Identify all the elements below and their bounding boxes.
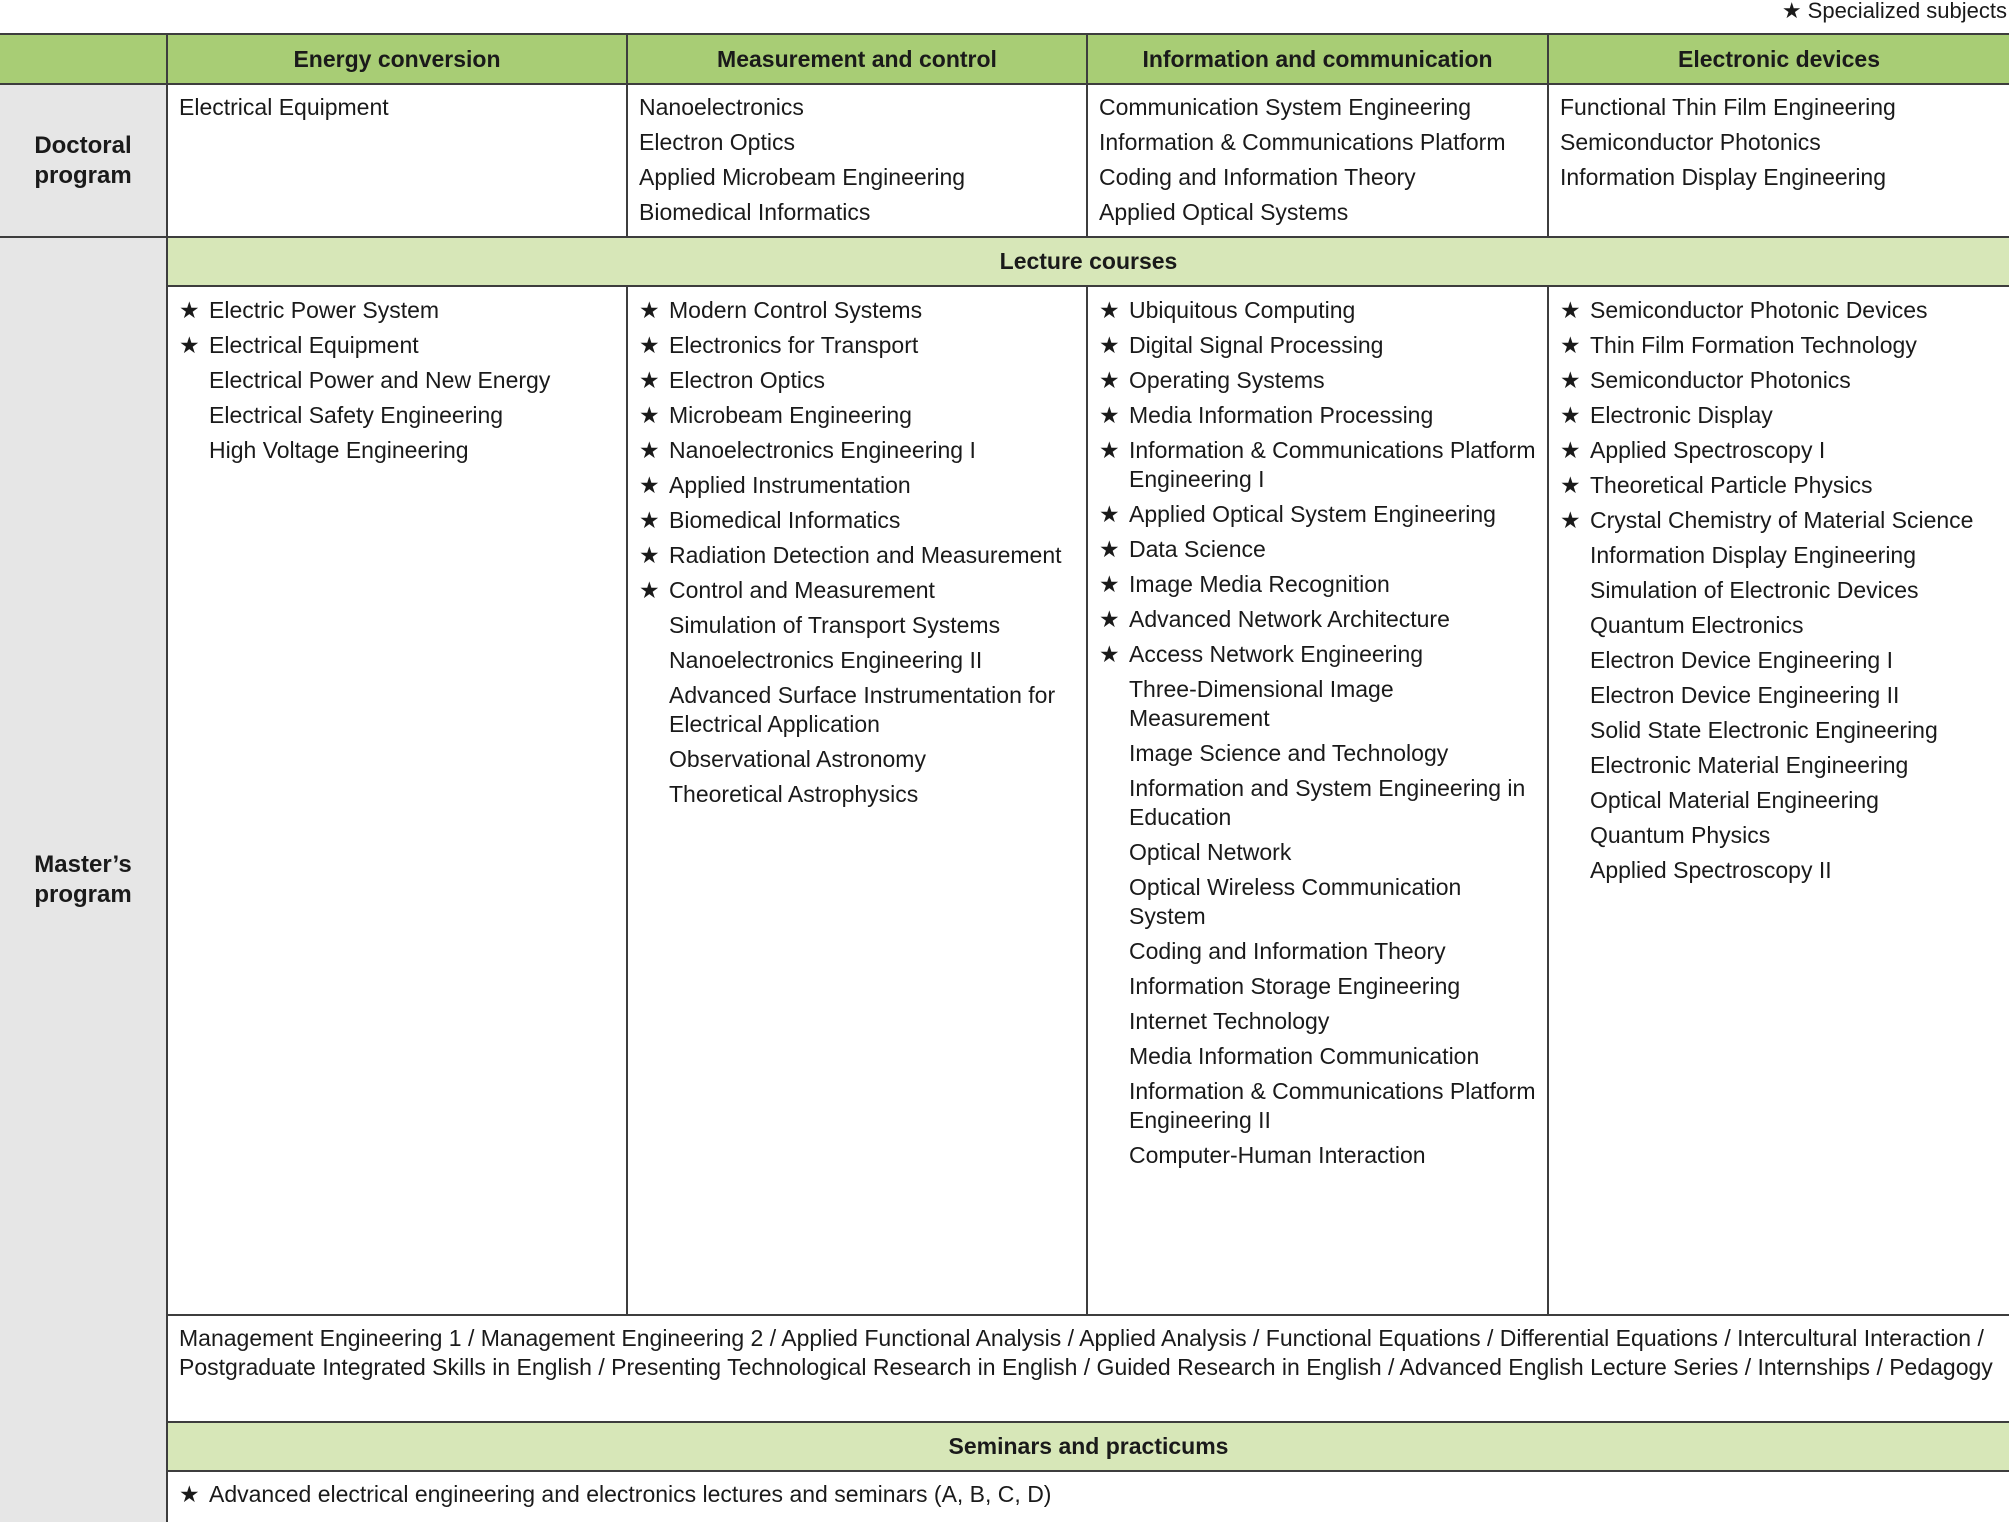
specialized-star-icon: ★ <box>1560 507 1581 533</box>
course-name: Solid State Electronic Engineering <box>1590 717 1938 743</box>
course-name: Microbeam Engineering <box>669 402 912 428</box>
course-name: Information and System Engineering in Education <box>1129 775 1526 830</box>
specialized-star-icon: ★ <box>1560 402 1581 428</box>
course-name: Image Media Recognition <box>1129 571 1390 597</box>
course-name: Applied Spectroscopy I <box>1590 437 1826 463</box>
course-name: Information & Communications Platform Engineering II <box>1129 1078 1536 1133</box>
course-name: Information Display Engineering <box>1590 542 1917 568</box>
masters-program-text: Master’s program <box>34 851 132 908</box>
course-name: Semiconductor Photonic Devices <box>1590 297 1928 323</box>
specialized-star-icon <box>1560 576 1590 605</box>
course-item <box>1560 576 1999 605</box>
course-name: Optical Material Engineering <box>1590 787 1879 813</box>
specialized-star-icon <box>639 745 669 774</box>
specialized-star-icon: ★ <box>1099 297 1120 323</box>
doctoral-course: Information & Communications Platform <box>1099 129 1506 155</box>
course-name: High Voltage Engineering <box>209 437 469 463</box>
specialized-star-icon: ★ <box>639 297 660 323</box>
specialized-star-icon: ★ <box>179 297 200 323</box>
specialized-star-icon <box>1560 856 1590 885</box>
specialized-star-icon: ★ <box>1099 402 1120 428</box>
specialized-star-icon <box>639 646 669 675</box>
specialized-star-icon: ★ <box>1099 606 1120 632</box>
course-name: Nanoelectronics Engineering II <box>669 647 983 673</box>
specialized-star-icon <box>1099 739 1129 768</box>
course-name: Optical Network <box>1129 839 1292 865</box>
course-item <box>1099 972 1537 1001</box>
course-name: Thin Film Formation Technology <box>1590 332 1917 358</box>
course-item <box>639 296 1076 325</box>
specialized-star-icon <box>1099 838 1129 867</box>
specialized-star-icon <box>1560 646 1590 675</box>
common-courses: Management Engineering 1 / Management Engineering 2 / Applied Functional Analysis / Applied Analysis / Functional Equations / Differential Equations / Intercultural Interaction / Postgraduate Integrated Skills in English / Presenting Technological Research in English / Guided Research in English / Advanced English Lecture Series / Internships / Pedagogy <box>166 1316 2009 1423</box>
specialized-star-icon <box>639 681 669 739</box>
course-item <box>1560 436 1999 465</box>
course-item <box>1099 937 1537 966</box>
course-item <box>1099 366 1537 395</box>
specialized-star-icon: ★ <box>1099 641 1120 667</box>
seminars-list <box>166 1472 2009 1522</box>
course-name: Information & Communications Platform Engineering I <box>1129 437 1536 492</box>
course-name: Advanced Network Architecture <box>1129 606 1450 632</box>
specialized-star-icon: ★ <box>639 402 660 428</box>
curriculum-table <box>0 33 2009 1519</box>
specialized-star-icon: ★ <box>1560 472 1581 498</box>
specialized-star-icon: ★ <box>1099 536 1120 562</box>
course-name: Access Network Engineering <box>1129 641 1424 667</box>
course-item <box>639 471 1076 500</box>
course-item <box>1560 331 1999 360</box>
course-item <box>1560 401 1999 430</box>
course-name: Digital Signal Processing <box>1129 332 1384 358</box>
course-item <box>1099 1141 1537 1170</box>
course-name: Information Storage Engineering <box>1129 973 1461 999</box>
course-name: Observational Astronomy <box>669 746 926 772</box>
course-item <box>639 506 1076 535</box>
course-name: Applied Spectroscopy II <box>1590 857 1832 883</box>
course-item <box>639 780 1076 809</box>
course-item <box>1099 1042 1537 1071</box>
specialized-star-icon: ★ <box>639 437 660 463</box>
doctoral-program-text: Doctoral program <box>34 131 132 189</box>
specialized-star-icon: ★ <box>639 507 660 533</box>
course-item <box>639 646 1076 675</box>
course-name: Simulation of Transport Systems <box>669 612 1001 638</box>
course-name: Semiconductor Photonics <box>1590 367 1851 393</box>
course-item <box>1099 739 1537 768</box>
specialized-star-icon: ★ <box>179 332 200 358</box>
course-item <box>639 436 1076 465</box>
course-name: Electronic Display <box>1590 402 1773 428</box>
doctoral-course: Biomedical Informatics <box>639 199 871 225</box>
course-name: Media Information Processing <box>1129 402 1434 428</box>
course-item <box>1560 611 1999 640</box>
doctoral-electronic-devices-list <box>1547 85 2009 238</box>
header-corner <box>0 35 166 85</box>
lectures-information-and-communication-list <box>1086 287 1547 1316</box>
course-name: Quantum Physics <box>1590 822 1771 848</box>
course-item <box>179 331 616 360</box>
course-item <box>1099 570 1537 599</box>
specialized-star-icon <box>1099 1007 1129 1036</box>
specialized-star-icon <box>179 366 209 395</box>
lectures-electronic-devices-list <box>1547 287 2009 1316</box>
doctoral-information-and-communication-list <box>1086 85 1547 238</box>
specialized-star-icon <box>1099 675 1129 733</box>
doctoral-course: Coding and Information Theory <box>1099 164 1416 190</box>
course-item <box>1560 681 1999 710</box>
course-name: Electrical Safety Engineering <box>209 402 504 428</box>
course-name: Simulation of Electronic Devices <box>1590 577 1919 603</box>
course-name: Electronic Material Engineering <box>1590 752 1909 778</box>
course-item <box>1560 751 1999 780</box>
seminars-and-practicums-heading: Seminars and practicums <box>166 1423 2009 1472</box>
specialized-star-icon: ★ <box>639 542 660 568</box>
course-name: Electron Device Engineering I <box>1590 647 1893 673</box>
course-name: Theoretical Astrophysics <box>669 781 919 807</box>
specialized-star-icon <box>1560 681 1590 710</box>
course-item <box>1099 401 1537 430</box>
course-item <box>1560 856 1999 885</box>
doctoral-measurement-and-control-list <box>626 85 1086 238</box>
specialized-star-icon: ★ <box>1099 367 1120 393</box>
specialized-star-icon <box>1099 1042 1129 1071</box>
column-header-electronic-devices: Electronic devices <box>1547 35 2009 85</box>
course-item <box>179 436 616 465</box>
doctoral-program-label <box>0 85 166 238</box>
specialized-star-icon <box>1099 873 1129 931</box>
course-item <box>1099 675 1537 733</box>
course-name: Computer-Human Interaction <box>1129 1142 1426 1168</box>
course-item <box>1099 605 1537 634</box>
specialized-star-icon: ★ <box>1560 332 1581 358</box>
course-item <box>179 401 616 430</box>
course-item <box>639 541 1076 570</box>
course-name: Operating Systems <box>1129 367 1325 393</box>
course-item <box>639 401 1076 430</box>
course-name: Electron Optics <box>669 367 825 393</box>
specialized-star-icon <box>1099 937 1129 966</box>
specialized-star-icon: ★ <box>179 1481 200 1507</box>
doctoral-course: Applied Microbeam Engineering <box>639 164 966 190</box>
course-item <box>639 331 1076 360</box>
specialized-star-icon <box>1099 972 1129 1001</box>
course-item <box>1560 506 1999 535</box>
course-name: Image Science and Technology <box>1129 740 1449 766</box>
course-name: Internet Technology <box>1129 1008 1330 1034</box>
course-item <box>1099 500 1537 529</box>
specialized-star-icon: ★ <box>1099 571 1120 597</box>
column-header-energy-conversion: Energy conversion <box>166 35 626 85</box>
course-item <box>639 611 1076 640</box>
course-item <box>1560 646 1999 675</box>
course-name: Biomedical Informatics <box>669 507 901 533</box>
course-name: Optical Wireless Communication System <box>1129 874 1462 929</box>
doctoral-course: Functional Thin Film Engineering <box>1560 94 1896 120</box>
doctoral-course: Nanoelectronics <box>639 94 804 120</box>
doctoral-course: Electrical Equipment <box>179 94 389 120</box>
specialized-star-icon <box>1560 821 1590 850</box>
course-item <box>1560 366 1999 395</box>
course-name: Data Science <box>1129 536 1266 562</box>
specialized-star-icon <box>1099 1141 1129 1170</box>
lectures-measurement-and-control-list <box>626 287 1086 1316</box>
doctoral-course: Communication System Engineering <box>1099 94 1472 120</box>
specialized-star-icon: ★ <box>639 472 660 498</box>
course-name: Crystal Chemistry of Material Science <box>1590 507 1974 533</box>
specialized-star-icon: ★ <box>1099 332 1120 358</box>
course-item <box>1099 296 1537 325</box>
course-name: Three-Dimensional Image Measurement <box>1129 676 1394 731</box>
course-name: Electrical Equipment <box>209 332 419 358</box>
course-name: Theoretical Particle Physics <box>1590 472 1873 498</box>
course-name: Modern Control Systems <box>669 297 923 323</box>
doctoral-course: Electron Optics <box>639 129 795 155</box>
lecture-courses-heading: Lecture courses <box>166 238 2009 287</box>
specialized-star-icon: ★ <box>1560 437 1581 463</box>
doctoral-course: Semiconductor Photonics <box>1560 129 1821 155</box>
specialized-star-icon <box>1560 611 1590 640</box>
course-item <box>639 576 1076 605</box>
doctoral-course: Applied Optical Systems <box>1099 199 1349 225</box>
specialized-star-icon <box>1560 541 1590 570</box>
specialized-star-icon: ★ <box>1560 297 1581 323</box>
course-item <box>1560 296 1999 325</box>
specialized-star-icon: ★ <box>639 577 660 603</box>
course-name: Advanced Surface Instrumentation for Electrical Application <box>669 682 1056 737</box>
course-item <box>1099 436 1537 494</box>
specialized-star-icon <box>639 780 669 809</box>
specialized-star-icon: ★ <box>1099 501 1120 527</box>
course-name: Nanoelectronics Engineering I <box>669 437 976 463</box>
course-name: Electron Device Engineering II <box>1590 682 1900 708</box>
column-header-information-and-communication: Information and communication <box>1086 35 1547 85</box>
specialized-star-icon <box>1560 716 1590 745</box>
course-item <box>1099 1007 1537 1036</box>
course-name: Advanced electrical engineering and electronics lectures and seminars (A, B, C, D) <box>209 1481 1052 1507</box>
course-item <box>1099 1077 1537 1135</box>
specialized-star-icon <box>179 401 209 430</box>
specialized-star-icon: ★ <box>639 332 660 358</box>
course-item <box>1099 873 1537 931</box>
specialized-star-icon: ★ <box>639 367 660 393</box>
course-item <box>1560 471 1999 500</box>
specialized-star-icon <box>1099 774 1129 832</box>
specialized-star-icon <box>1099 1077 1129 1135</box>
specialized-star-icon <box>1560 786 1590 815</box>
course-name: Applied Instrumentation <box>669 472 911 498</box>
column-header-measurement-and-control: Measurement and control <box>626 35 1086 85</box>
course-item <box>639 745 1076 774</box>
course-name: Control and Measurement <box>669 577 935 603</box>
course-item <box>1099 838 1537 867</box>
course-item <box>639 681 1076 739</box>
specialized-subjects-legend: ★ Specialized subjects <box>1781 0 2007 23</box>
course-item <box>639 366 1076 395</box>
specialized-star-icon <box>179 436 209 465</box>
course-item <box>1099 535 1537 564</box>
lectures-energy-conversion-list <box>166 287 626 1316</box>
course-item <box>1099 331 1537 360</box>
specialized-star-icon: ★ <box>1560 367 1581 393</box>
course-item <box>1560 821 1999 850</box>
course-item <box>179 296 616 325</box>
course-name: Radiation Detection and Measurement <box>669 542 1062 568</box>
course-item <box>179 1480 1998 1509</box>
course-name: Ubiquitous Computing <box>1129 297 1356 323</box>
course-item <box>1099 640 1537 669</box>
doctoral-energy-conversion-list <box>166 85 626 238</box>
course-item <box>1099 774 1537 832</box>
course-name: Applied Optical System Engineering <box>1129 501 1496 527</box>
course-item <box>179 366 616 395</box>
course-name: Quantum Electronics <box>1590 612 1804 638</box>
course-name: Electric Power System <box>209 297 440 323</box>
doctoral-course: Information Display Engineering <box>1560 164 1887 190</box>
course-name: Media Information Communication <box>1129 1043 1480 1069</box>
specialized-star-icon: ★ <box>1099 437 1120 463</box>
specialized-star-icon <box>1560 751 1590 780</box>
masters-program-label <box>0 238 166 1522</box>
course-item <box>1560 541 1999 570</box>
course-item <box>1560 716 1999 745</box>
course-name: Coding and Information Theory <box>1129 938 1446 964</box>
course-name: Electronics for Transport <box>669 332 919 358</box>
course-item <box>1560 786 1999 815</box>
course-name: Electrical Power and New Energy <box>209 367 551 393</box>
specialized-star-icon <box>639 611 669 640</box>
